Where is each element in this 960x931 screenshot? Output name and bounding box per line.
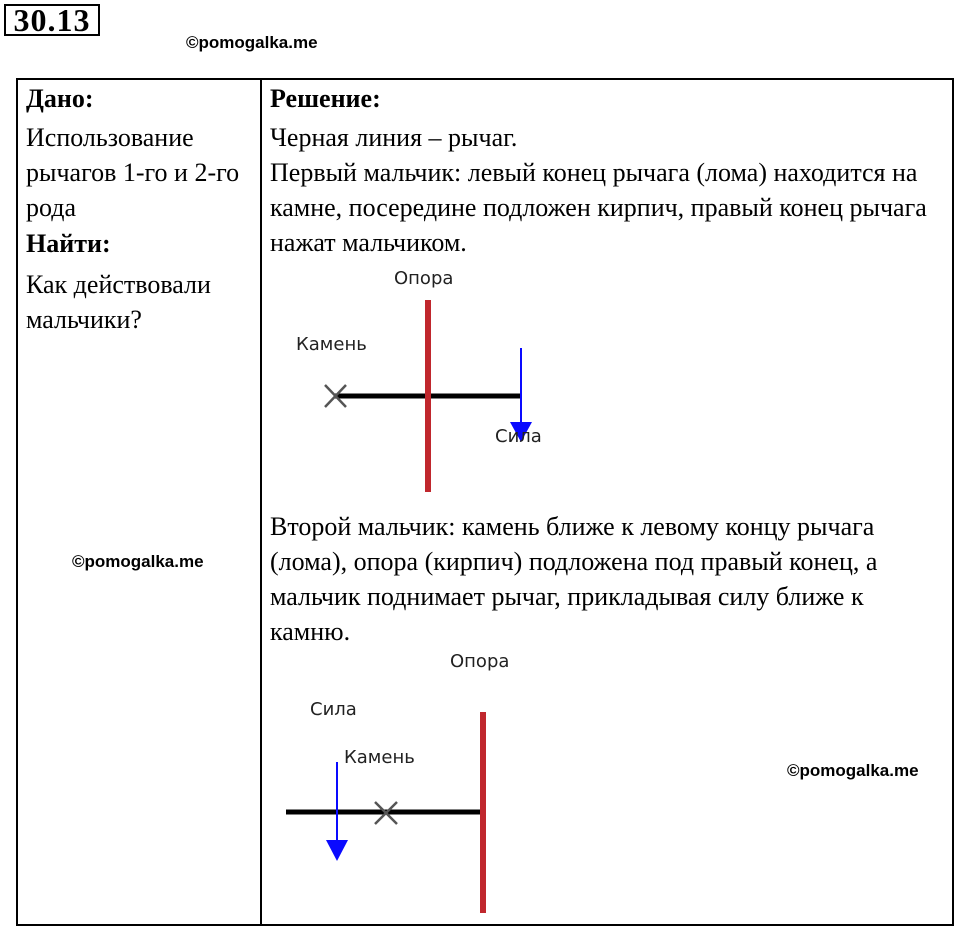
support-label-2: Опора [450,651,510,672]
right-column-second [270,509,950,649]
given-heading: Дано: [26,84,94,113]
support-label-1: Опора [394,268,454,289]
force-label-1: Сила [495,426,542,447]
watermark-top: ©pomogalka.me [186,33,318,52]
find-heading: Найти: [26,229,111,258]
problem-number: 30.13 [4,4,100,36]
lever-diagram-2 [270,645,570,920]
watermark-middle: ©pomogalka.me [72,552,204,571]
given-text: Использование рычагов 1-го и 2-го рода [26,123,240,222]
force-label-2: Сила [310,699,357,720]
watermark-bottom: ©pomogalka.me [787,761,919,780]
left-column [26,80,256,337]
stone-label-2: Камень [344,747,415,768]
find-text: Как действовали мальчики? [26,270,211,334]
stone-label-1: Камень [296,334,367,355]
solution-first-boy: Первый мальчик: левый конец рычага (лома) находится на камне, посередине подложен кирпич, правый конец рычага нажат мальчиком. [270,158,927,257]
solution-heading: Решение: [270,84,381,113]
lever-diagram-1 [270,262,570,498]
solution-second-boy: Второй мальчик: камень ближе к левому концу рычага (лома), опора (кирпич) подложена под правый конец, а мальчик поднимает рычаг, прикладывая силу ближе к камню. [270,512,878,646]
solution-intro: Черная линия – рычаг. [270,123,518,152]
column-divider [260,78,262,926]
right-column [270,80,950,260]
